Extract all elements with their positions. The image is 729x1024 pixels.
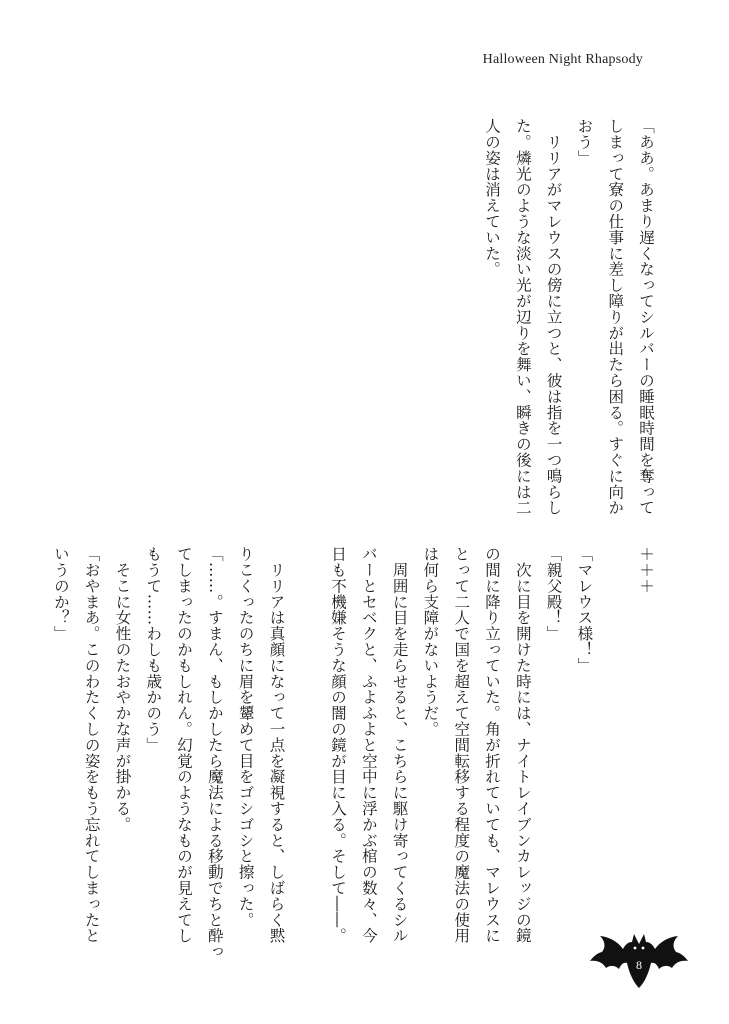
text-line: 「……。すまん、もしかしたら魔法による移動でちと酔っ	[205, 546, 224, 960]
text-line: 次に目を開けた時には、ナイトレイブンカレッジの鏡	[513, 546, 532, 944]
scene-break: ＋＋＋	[637, 546, 655, 594]
text-line: おう」	[575, 118, 594, 166]
text-line: とって二人で国を超えて空間転移する程度の魔法の使用	[452, 546, 471, 944]
text-line: た。燐光のような淡い光が辺りを舞い、瞬きの後には二	[513, 118, 532, 516]
text-line: 周囲に目を走らせると、こちらに駆け寄ってくるシル	[390, 546, 409, 944]
text-line: 「ああ。あまり遅くなってシルバーの睡眠時間を奪って	[637, 118, 655, 516]
text-line: しまって寮の仕事に差し障りが出たら困る。すぐに向か	[606, 118, 625, 516]
text-line: てしまったのかもしれん。幻覚のようなものが見えてし	[175, 546, 194, 944]
text-line: 日も不機嫌そうな顔の闇の鏡が目に入る。そして――。	[329, 546, 348, 944]
text-line: 「おやまあ。このわたくしの姿をもう忘れてしまったと	[82, 546, 101, 944]
page-number-ornament	[590, 930, 688, 990]
text-line: 「親父殿！」	[544, 546, 563, 642]
running-header: Halloween Night Rhapsody	[482, 52, 643, 67]
text-line: バーとセベクと、ふよふよと空中に浮かぶ棺の数々、今	[359, 546, 378, 944]
text-line: リリアがマレウスの傍に立つと、彼は指を一つ鳴らし	[544, 118, 563, 516]
text-line: そこに女性のたおやかな声が掛かる。	[113, 546, 132, 833]
page-number: 8	[636, 958, 642, 972]
text-block-bottom	[45, 546, 661, 961]
text-line: もうて……わしも歳かのう」	[144, 546, 163, 753]
text-line: いうのか？」	[51, 546, 70, 642]
text-line: りこくったのちに眉を顰めて目をゴシゴシと擦った。	[236, 546, 255, 928]
text-line: の間に降り立っていた。角が折れていても、マレウスに	[483, 546, 502, 944]
text-line: 「マレウス様！」	[575, 546, 594, 674]
text-line: リリアは真顔になって一点を凝視すると、しばらく黙	[267, 546, 286, 944]
blank-line	[599, 546, 630, 961]
text-line: は何ら支障がないようだ。	[421, 546, 440, 737]
text-block-top	[476, 118, 661, 516]
blank-line	[291, 546, 322, 961]
text-line: 人の姿は消えていた。	[483, 118, 502, 277]
